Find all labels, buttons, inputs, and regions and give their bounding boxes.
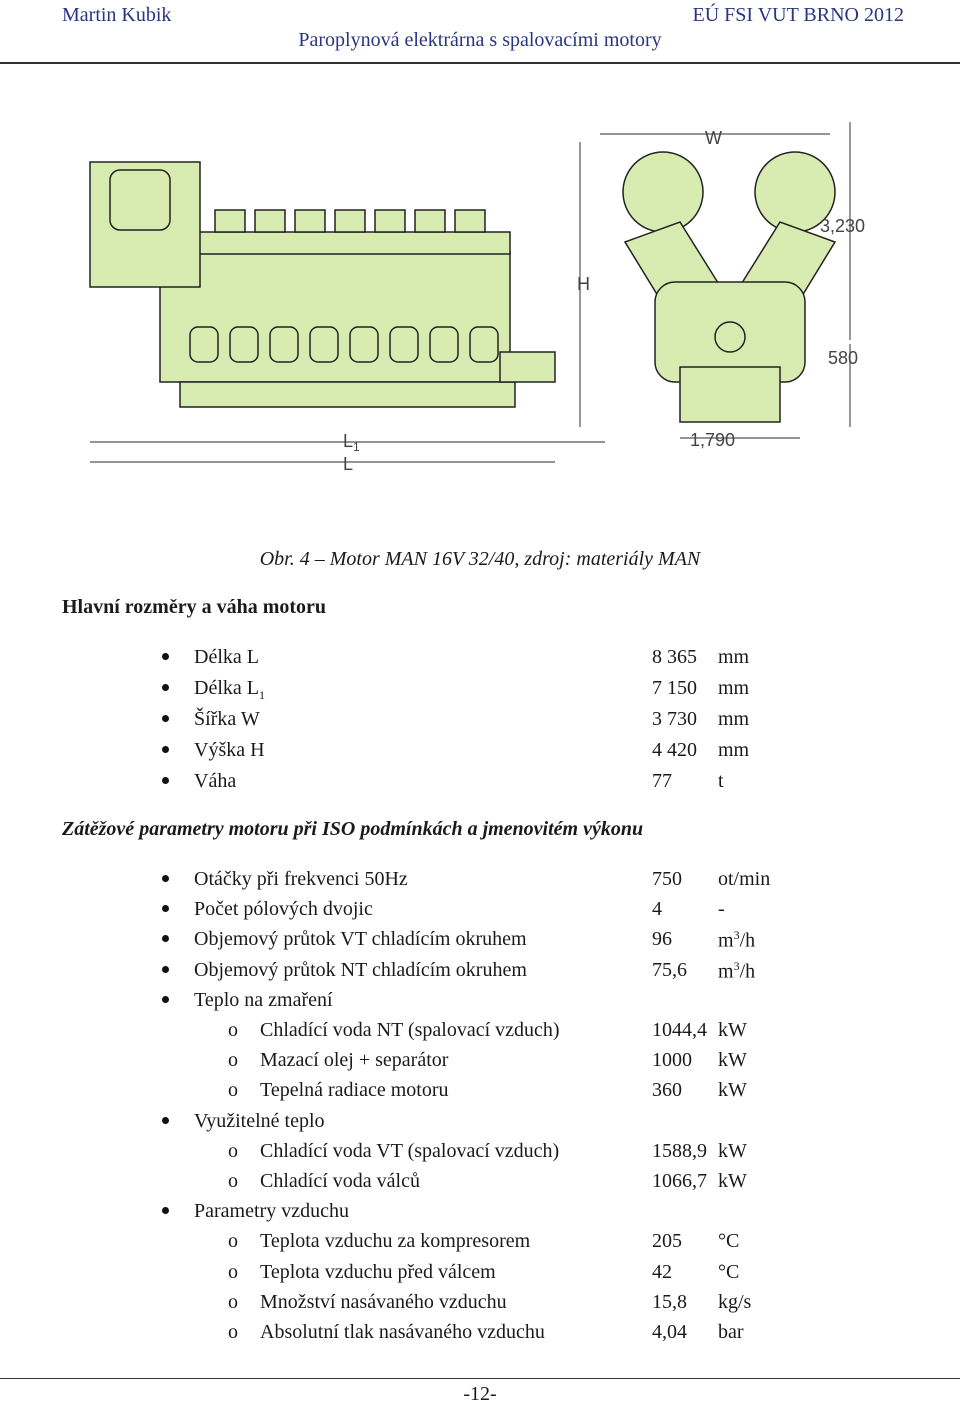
unit-base: ot/min xyxy=(718,868,771,890)
engine-drawing xyxy=(80,82,880,482)
item-unit xyxy=(718,646,749,669)
item-value: 4,04 xyxy=(652,1321,687,1343)
item-label: Výška H xyxy=(194,739,265,761)
turbocharger xyxy=(110,170,170,230)
list-item xyxy=(0,898,960,924)
unit-base: kg/s xyxy=(718,1290,752,1313)
list-item xyxy=(0,677,960,703)
list-item xyxy=(0,868,960,894)
bullet-icon xyxy=(162,646,169,669)
output-shaft xyxy=(500,352,555,382)
unit-base: t xyxy=(718,770,724,792)
item-value: 4 420 xyxy=(652,739,697,761)
list-item xyxy=(0,1261,960,1287)
footer-rule xyxy=(0,1378,960,1379)
item-unit xyxy=(718,1049,747,1072)
item-unit xyxy=(718,1079,747,1102)
item-label: Otáčky při frekvenci 50Hz xyxy=(194,868,408,890)
unit-base: m xyxy=(718,930,734,953)
sub-bullet-icon: o xyxy=(228,1019,238,1041)
engine-base xyxy=(180,382,515,407)
sub-bullet-icon: o xyxy=(228,1260,238,1283)
bullet-icon xyxy=(162,959,169,982)
unit-base: mm xyxy=(718,739,750,761)
item-unit xyxy=(718,1230,739,1253)
dim-label-w: W xyxy=(705,128,722,148)
unit-base: kW xyxy=(718,1079,747,1102)
item-unit xyxy=(718,708,749,731)
item-value: 205 xyxy=(652,1230,682,1253)
item-value: 1044,4 xyxy=(652,1019,707,1041)
bullet-icon xyxy=(162,739,169,762)
list-item xyxy=(0,1110,960,1136)
list-item xyxy=(0,1200,960,1226)
bullet-icon xyxy=(162,708,169,731)
unit-base: °C xyxy=(718,1260,740,1283)
item-unit xyxy=(718,677,749,700)
list-item xyxy=(0,1019,960,1045)
front-turbo-left xyxy=(623,152,703,232)
bullet-dot xyxy=(162,1117,169,1124)
bullet-icon xyxy=(162,928,169,951)
item-label: Absolutní tlak nasávaného vzduchu xyxy=(260,1321,545,1343)
bullet-dot xyxy=(162,966,169,973)
item-label: Teplo na zmaření xyxy=(194,988,333,1011)
item-unit xyxy=(718,868,770,891)
item-value: 8 365 xyxy=(652,646,697,668)
item-unit xyxy=(718,1019,747,1042)
item-label: Mazací olej + separátor xyxy=(260,1049,449,1072)
item-label: Váha xyxy=(194,770,237,792)
item-unit xyxy=(718,898,725,921)
bullet-icon xyxy=(162,677,169,700)
header-author: Martin Kubik xyxy=(62,4,172,26)
list-item xyxy=(0,959,960,985)
item-unit xyxy=(718,959,755,984)
list-item xyxy=(0,1140,960,1166)
item-unit xyxy=(718,770,724,793)
unit-base: °C xyxy=(718,1230,740,1253)
item-unit xyxy=(718,1170,747,1193)
dim-label-l1: $L_1$ xyxy=(343,431,360,454)
item-value: 7 150 xyxy=(652,677,697,699)
item-value: 3 730 xyxy=(652,708,697,730)
item-label: Délka L xyxy=(194,646,259,668)
bullet-dot xyxy=(162,746,169,753)
item-value: 1588,9 xyxy=(652,1139,707,1162)
engine-block xyxy=(160,252,510,382)
bullet-dot xyxy=(162,777,169,784)
header-title: Paroplynová elektrárna s spalovacími motory xyxy=(298,29,662,51)
bullet-dot xyxy=(162,996,169,1003)
item-value: 15,8 xyxy=(652,1290,687,1313)
list-item xyxy=(0,1079,960,1105)
engine-side-view xyxy=(90,162,555,407)
unit-superscript: 3 xyxy=(733,928,740,943)
item-label: Počet pólových dvojic xyxy=(194,898,373,921)
bullet-icon xyxy=(162,1200,169,1223)
bullet-dot xyxy=(162,684,169,691)
unit-base: m xyxy=(718,960,734,983)
item-unit xyxy=(718,1291,751,1314)
oil-sump xyxy=(680,367,780,422)
list-item xyxy=(0,1230,960,1256)
item-value: 4 xyxy=(652,898,662,921)
item-value: 96 xyxy=(652,928,672,951)
item-label: Šířka W xyxy=(194,708,260,730)
item-label: Teplota vzduchu za kompresorem xyxy=(260,1230,531,1253)
item-unit xyxy=(718,1261,739,1284)
figure-caption: Obr. 4 – Motor MAN 16V 32/40, zdroj: materiály MAN xyxy=(259,548,701,570)
list-item xyxy=(0,1170,960,1196)
item-label: Množství nasávaného vzduchu xyxy=(260,1290,507,1313)
sub-bullet-icon: o xyxy=(228,1079,238,1102)
list-item xyxy=(0,739,960,765)
section-load-params-title: Zátěžové parametry motoru při ISO podmínkách a jmenovitém výkonu xyxy=(62,818,644,840)
bullet-dot xyxy=(162,715,169,722)
crankshaft xyxy=(715,322,745,352)
list-item xyxy=(0,928,960,954)
item-label: Objemový průtok VT chladícím okruhem xyxy=(194,928,527,951)
bullet-dot xyxy=(162,905,169,912)
item-value: 360 xyxy=(652,1079,682,1102)
header-school: EÚ FSI VUT BRNO 2012 xyxy=(692,4,904,26)
item-label: Délka $L_1$ xyxy=(194,677,265,702)
unit-base: mm xyxy=(718,646,750,668)
item-label: Využitelné teplo xyxy=(194,1109,325,1132)
list-item xyxy=(0,1049,960,1075)
dim-label-l: L xyxy=(343,454,354,474)
list-item xyxy=(0,1291,960,1317)
unit-base: bar xyxy=(718,1321,744,1343)
bullet-icon xyxy=(162,989,169,1012)
dim-label-h-bottom: 580 xyxy=(828,348,859,368)
unit-base: mm xyxy=(718,708,750,730)
dim-label-h-top: 3,230 xyxy=(820,216,866,236)
unit-tail: /h xyxy=(739,930,756,953)
item-label: Tepelná radiace motoru xyxy=(260,1079,449,1102)
item-label: Chladící voda VT (spalovací vzduch) xyxy=(260,1139,560,1162)
unit-base: kW xyxy=(718,1170,747,1192)
sub-bullet-icon: o xyxy=(228,1049,238,1072)
unit-base: kW xyxy=(718,1049,747,1072)
bullet-icon xyxy=(162,770,169,793)
label-subscript: 1 xyxy=(258,688,265,702)
item-value: 77 xyxy=(652,770,672,792)
unit-superscript: 3 xyxy=(733,958,740,973)
engine-front-view xyxy=(623,152,835,422)
item-label: Chladící voda NT (spalovací vzduch) xyxy=(260,1019,560,1041)
sub-bullet-icon: o xyxy=(228,1290,238,1313)
engine-upper-frame xyxy=(160,232,510,254)
list-item xyxy=(0,1321,960,1347)
item-label: Teplota vzduchu před válcem xyxy=(260,1260,496,1283)
item-value: 750 xyxy=(652,868,682,890)
item-value: 1066,7 xyxy=(652,1170,707,1192)
item-value: 75,6 xyxy=(652,958,687,981)
dim-label-bottom: 1,790 xyxy=(690,430,736,450)
page-number: -12- xyxy=(463,1383,497,1405)
item-unit xyxy=(718,1140,747,1163)
bullet-icon xyxy=(162,1110,169,1133)
list-item xyxy=(0,989,960,1015)
sub-bullet-icon: o xyxy=(228,1139,238,1162)
dim-label-h: H xyxy=(577,274,590,294)
item-label: Chladící voda válců xyxy=(260,1170,420,1192)
section-dimensions-title: Hlavní rozměry a váha motoru xyxy=(62,596,327,618)
list-item xyxy=(0,770,960,796)
item-label: Parametry vzduchu xyxy=(194,1200,349,1223)
unit-base: kW xyxy=(718,1139,747,1162)
bullet-dot xyxy=(162,935,169,942)
bullet-dot xyxy=(162,1207,169,1214)
sub-bullet-icon: o xyxy=(228,1321,238,1343)
bullet-icon xyxy=(162,898,169,921)
item-unit xyxy=(718,928,755,953)
sub-bullet-icon: o xyxy=(228,1170,238,1192)
cylinder-heads xyxy=(215,210,485,232)
list-item xyxy=(0,646,960,672)
sub-bullet-icon: o xyxy=(228,1230,238,1253)
unit-base: kW xyxy=(718,1019,747,1041)
item-value: 1000 xyxy=(652,1049,692,1072)
unit-tail: /h xyxy=(739,960,756,983)
bullet-dot xyxy=(162,653,169,660)
unit-base: - xyxy=(718,898,725,921)
list-item xyxy=(0,708,960,734)
item-unit xyxy=(718,1321,744,1344)
unit-base: mm xyxy=(718,677,750,699)
bullet-dot xyxy=(162,875,169,882)
item-unit xyxy=(718,739,749,762)
header-rule xyxy=(0,62,960,64)
item-label: Objemový průtok NT chladícím okruhem xyxy=(194,958,527,981)
bullet-icon xyxy=(162,868,169,891)
item-value: 42 xyxy=(652,1260,672,1283)
